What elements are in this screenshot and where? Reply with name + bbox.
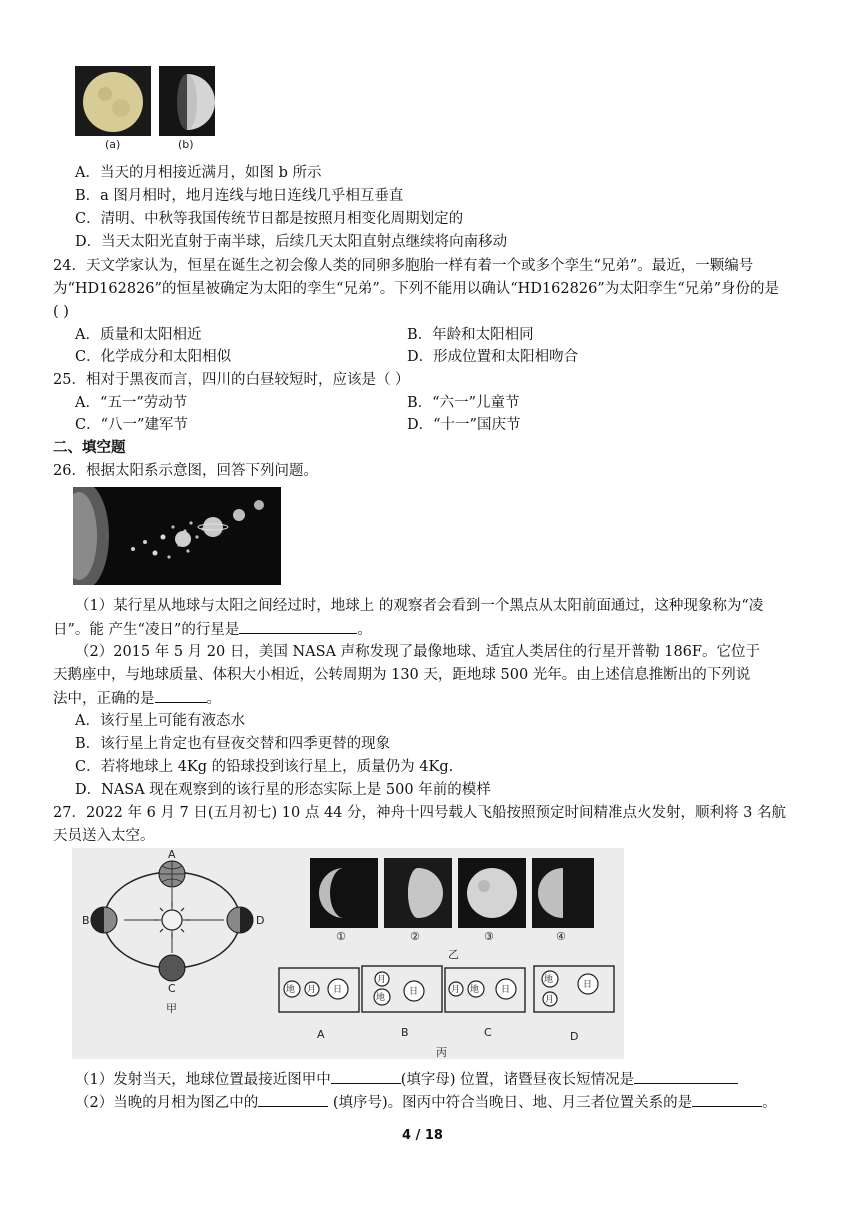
q24-stem-line2: 为“HD162826”的恒星被确定为太阳的孪生“兄弟”。下列不能用以确认“HD162826”为太阳孪生“兄弟”身份的是 bbox=[53, 281, 780, 297]
box-b-sun: 日 bbox=[409, 987, 419, 997]
orbit-label-a: A bbox=[168, 848, 176, 861]
orbit-label-d: D bbox=[256, 914, 265, 927]
figure-yi-label: 乙 bbox=[448, 948, 459, 961]
q27-part1-text-b: (填字母) 位置，诸暨昼夜长短情况是 bbox=[400, 1072, 635, 1088]
q26-part2-line3 bbox=[53, 688, 221, 709]
q25-option-c: C．“八一”建军节 bbox=[75, 417, 188, 433]
q27-part1-blank-2[interactable] bbox=[634, 1069, 738, 1084]
solar-system-image bbox=[73, 487, 281, 585]
q26-part2-answer-blank[interactable] bbox=[155, 688, 207, 703]
q26-part1-period: 。 bbox=[357, 622, 372, 638]
box-b-earth: 地 bbox=[376, 993, 386, 1003]
moon-photos-image bbox=[75, 66, 217, 154]
q23-option-b: B．a 图月相时，地月连线与地日连线几乎相互垂直 bbox=[75, 188, 404, 204]
moon-phase-photos bbox=[310, 858, 594, 928]
box-label-c: C bbox=[484, 1026, 492, 1039]
q27-part2-blank-1[interactable] bbox=[258, 1092, 328, 1107]
q23-option-d: D．当天太阳光直射于南半球，后续几天太阳直射点继续将向南移动 bbox=[75, 234, 508, 250]
box-c-sun: 日 bbox=[501, 985, 511, 995]
q26-part1-line2 bbox=[53, 619, 372, 640]
q27-stem-line2: 天员送入太空。 bbox=[53, 828, 155, 844]
q24-option-b: B．年龄和太阳相同 bbox=[407, 327, 534, 343]
q27-part2-blank-2[interactable] bbox=[692, 1092, 762, 1107]
box-a-sun: 日 bbox=[333, 985, 343, 995]
q26-part2-period: 。 bbox=[206, 691, 221, 707]
orbit-label-b: B bbox=[82, 914, 90, 927]
moon-num-1: ① bbox=[336, 930, 346, 943]
box-d-earth: 地 bbox=[544, 975, 554, 985]
q26-option-b: B．该行星上肯定也有昼夜交替和四季更替的现象 bbox=[75, 736, 391, 752]
q27-part2-text-a: （2）当晚的月相为图乙中的 bbox=[75, 1095, 259, 1111]
q27-part1-text-a: （1）发射当天，地球位置最接近图甲中 bbox=[75, 1072, 331, 1088]
orbit-label-c: C bbox=[168, 982, 176, 995]
moon-num-3: ③ bbox=[484, 930, 494, 943]
q26-part2-text: 法中，正确的是 bbox=[53, 691, 155, 707]
q27-stem-line1: 27．2022 年 6 月 7 日(五月初七) 10 点 44 分，神舟十四号载人飞船按照预定时间精准点火发射，顺利将 3 名航 bbox=[53, 805, 786, 821]
q26-part1-text: 日”。能 产生“凌日”的行星是 bbox=[53, 622, 240, 638]
q23-option-a: A．当天的月相接近满月，如图 b 所示 bbox=[75, 165, 322, 181]
q24-stem-line1: 24．天文学家认为，恒星在诞生之初会像人类的同卵多胞胎一样有着一个或多个孪生“兄弟”。最近，一颗编号 bbox=[53, 258, 754, 274]
q27-figure-image bbox=[72, 848, 624, 1059]
q25-option-d: D．“十一”国庆节 bbox=[407, 417, 521, 433]
q24-option-d: D．形成位置和太阳相吻合 bbox=[407, 349, 579, 365]
q25-option-b: B．“六一”儿童节 bbox=[407, 395, 520, 411]
moon-num-2: ② bbox=[410, 930, 420, 943]
box-label-b: B bbox=[401, 1026, 409, 1039]
figure-bing-label: 丙 bbox=[436, 1046, 447, 1059]
figure-jia-label: 甲 bbox=[166, 1002, 177, 1015]
q27-part2-text-c: 。 bbox=[762, 1095, 777, 1111]
q27-part1 bbox=[75, 1069, 738, 1090]
box-b-moon: 月 bbox=[377, 975, 387, 985]
box-d-sun: 日 bbox=[583, 980, 593, 990]
q25-option-a: A．“五一”劳动节 bbox=[75, 395, 188, 411]
q26-option-a: A．该行星上可能有液态水 bbox=[75, 713, 245, 729]
q27-part1-blank-1[interactable] bbox=[331, 1069, 401, 1084]
box-c-earth: 地 bbox=[470, 985, 480, 995]
q24-stem-line3: ( ) bbox=[53, 304, 69, 320]
q27-figure bbox=[72, 848, 624, 1059]
q24-option-a: A．质量和太阳相近 bbox=[75, 327, 202, 343]
q26-part2-line2: 天鹅座中，与地球质量、体积大小相近，公转周期为 130 天，距地球 500 光年。由上述信息推断出的下列说 bbox=[53, 667, 751, 683]
box-label-a: A bbox=[317, 1028, 325, 1041]
q27-part2 bbox=[75, 1092, 777, 1113]
caption-a: (a) bbox=[105, 138, 121, 151]
q27-part2-text-b: (填序号)。图丙中符合当晚日、地、月三者位置关系的是 bbox=[328, 1095, 693, 1111]
orbit-diagram bbox=[91, 861, 253, 981]
q26-stem: 26．根据太阳系示意图，回答下列问题。 bbox=[53, 463, 318, 479]
q25-stem: 25．相对于黑夜而言，四川的白昼较短时，应该是（ ） bbox=[53, 372, 410, 388]
q26-option-d: D．NASA 现在观察到的该行星的形态实际上是 500 年前的模样 bbox=[75, 782, 491, 798]
solar-system-figure bbox=[73, 487, 281, 585]
q24-option-c: C．化学成分和太阳相似 bbox=[75, 349, 232, 365]
caption-b: (b) bbox=[178, 138, 194, 151]
box-c-moon: 月 bbox=[451, 985, 461, 995]
q26-option-c: C．若将地球上 4Kg 的铅球投到该行星上，质量仍为 4Kg. bbox=[75, 759, 454, 775]
box-a-earth: 地 bbox=[286, 985, 296, 995]
moon-num-4: ④ bbox=[556, 930, 566, 943]
moon-photos-figure bbox=[75, 66, 217, 154]
section-heading: 二、填空题 bbox=[53, 440, 126, 456]
box-label-d: D bbox=[570, 1030, 579, 1043]
q26-part1-answer-blank[interactable] bbox=[239, 619, 357, 634]
page-number: 4 / 18 bbox=[402, 1128, 443, 1143]
box-a-moon: 月 bbox=[307, 985, 317, 995]
box-d-moon: 月 bbox=[545, 995, 555, 1005]
q23-option-c: C．清明、中秋等我国传统节日都是按照月相变化周期划定的 bbox=[75, 211, 464, 227]
q26-part1-line1: （1）某行星从地球与太阳之间经过时，地球上 的观察者会看到一个黑点从太阳前面通过，这种现象称为“凌 bbox=[75, 598, 764, 614]
q26-part2-line1: （2）2015 年 5 月 20 日，美国 NASA 声称发现了最像地球、适宜人类居住的行星开普勒 186F。它位于 bbox=[75, 644, 760, 660]
